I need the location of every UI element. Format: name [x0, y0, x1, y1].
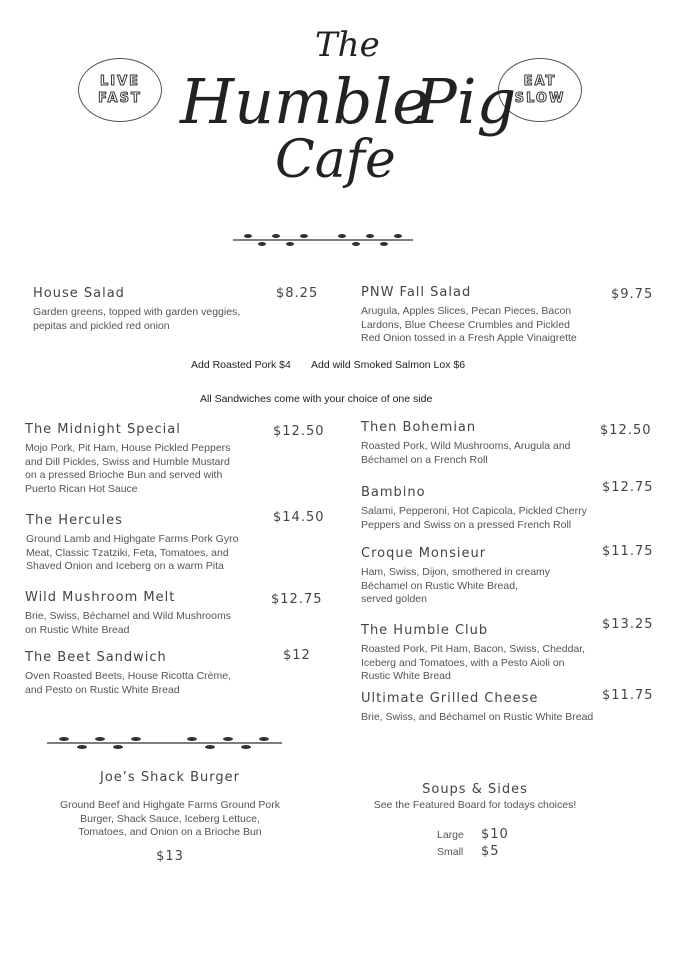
logo-cafe: Cafe — [275, 130, 396, 190]
item-price: $12.50 — [273, 424, 325, 439]
item-price: $12.50 — [600, 423, 652, 438]
item-price: $11.75 — [602, 688, 654, 703]
badge-text: EAT — [523, 74, 557, 89]
size-price: $10 — [481, 827, 509, 842]
item-description: Arugula, Apples Slices, Pecan Pieces, Bacon Lardons, Blue Cheese Crumbles and Pickled Red Onion tossed in a Fresh Apple Vinaigrette — [361, 305, 577, 344]
item-description: Ground Beef and Highgate Farms Ground Pork Burger, Shack Sauce, Iceberg Lettuce, Tomatoes, and Onion on a Brioche Bun — [59, 799, 281, 838]
item-description: Ground Lamb and Highgate Farms Pork Gyro Meat, Classic Tzatziki, Feta, Tomatoes, and Shaved Onion and Iceberg on a warm Pita — [26, 533, 239, 572]
badge-text: SLOW — [514, 91, 566, 106]
item-name: Croque Monsieur — [361, 546, 487, 561]
badge-text: LIVE — [99, 74, 141, 89]
flourish-divider-icon — [228, 228, 418, 252]
sandwich-note: All Sandwiches come with your choice of one side — [200, 393, 433, 405]
item-price: $12.75 — [602, 480, 654, 495]
soup-size-large — [437, 825, 509, 843]
item-name: The Beet Sandwich — [25, 650, 167, 665]
item-name: PNW Fall Salad — [361, 285, 472, 300]
soup-size-small — [437, 842, 500, 860]
item-name: Joe’s Shack Burger — [100, 770, 240, 785]
size-label: Large — [437, 829, 464, 841]
logo — [0, 0, 674, 230]
item-name: Wild Mushroom Melt — [25, 590, 176, 605]
item-name: Then Bohemian — [361, 420, 477, 435]
flourish-divider-icon — [42, 731, 287, 755]
item-price: $11.75 — [602, 544, 654, 559]
soups-section — [360, 782, 590, 813]
item-description: Ham, Swiss, Dijon, smothered in creamy Béchamel on Rustic White Bread, served golden — [361, 566, 551, 605]
item-price: $9.75 — [611, 287, 654, 302]
item-description: Garden greens, topped with garden veggies, pepitas and pickled red onion — [33, 306, 241, 332]
item-description: Brie, Swiss, and Béchamel on Rustic White Bread — [361, 711, 594, 723]
item-name: The Hercules — [26, 513, 123, 528]
item-name: House Salad — [33, 286, 125, 301]
size-price: $5 — [481, 844, 500, 859]
item-name: The Midnight Special — [25, 422, 181, 437]
item-description: Brie, Swiss, Béchamel and Wild Mushrooms on Rustic White Bread — [25, 610, 231, 636]
logo-pig: Pig — [415, 65, 517, 138]
item-name: Ultimate Grilled Cheese — [361, 691, 539, 706]
item-price: $12.75 — [271, 592, 323, 607]
item-description: Mojo Pork, Pit Ham, House Pickled Peppers and Dill Pickles, Swiss and Humble Mustard on a pressed Brioche Bun and served with Puerto Rican Hot Sauce — [25, 442, 231, 495]
logo-humble: Humble — [180, 65, 429, 138]
item-name: Bambino — [361, 485, 426, 500]
item-name: The Humble Club — [361, 623, 489, 638]
item-price: $12 — [283, 648, 311, 663]
item-price: $8.25 — [276, 286, 319, 301]
badge-text: FAST — [98, 91, 142, 106]
addon-pork: Add Roasted Pork $4 — [191, 359, 291, 371]
item-description: Roasted Pork, Pit Ham, Bacon, Swiss, Cheddar, Iceberg and Tomatoes, with a Pesto Aioli on Rustic White Bread — [361, 643, 586, 682]
section-description: See the Featured Board for todays choices! — [373, 799, 577, 811]
live-fast-badge — [78, 58, 162, 122]
addon-salmon: Add wild Smoked Salmon Lox $6 — [311, 359, 466, 371]
section-title: Soups & Sides — [422, 782, 528, 797]
item-price: $13 — [156, 848, 184, 864]
burger-section — [40, 770, 300, 864]
logo-the: The — [315, 25, 380, 65]
item-description: Oven Roasted Beets, House Ricotta Crème, and Pesto on Rustic White Bread — [25, 670, 232, 696]
item-price: $14.50 — [273, 510, 325, 525]
item-description: Roasted Pork, Wild Mushrooms, Arugula and Béchamel on a French Roll — [361, 440, 571, 466]
item-description: Salami, Pepperoni, Hot Capicola, Pickled Cherry Peppers and Swiss on a pressed French Roll — [361, 505, 587, 531]
item-price: $13.25 — [602, 617, 654, 632]
size-label: Small — [437, 846, 464, 858]
